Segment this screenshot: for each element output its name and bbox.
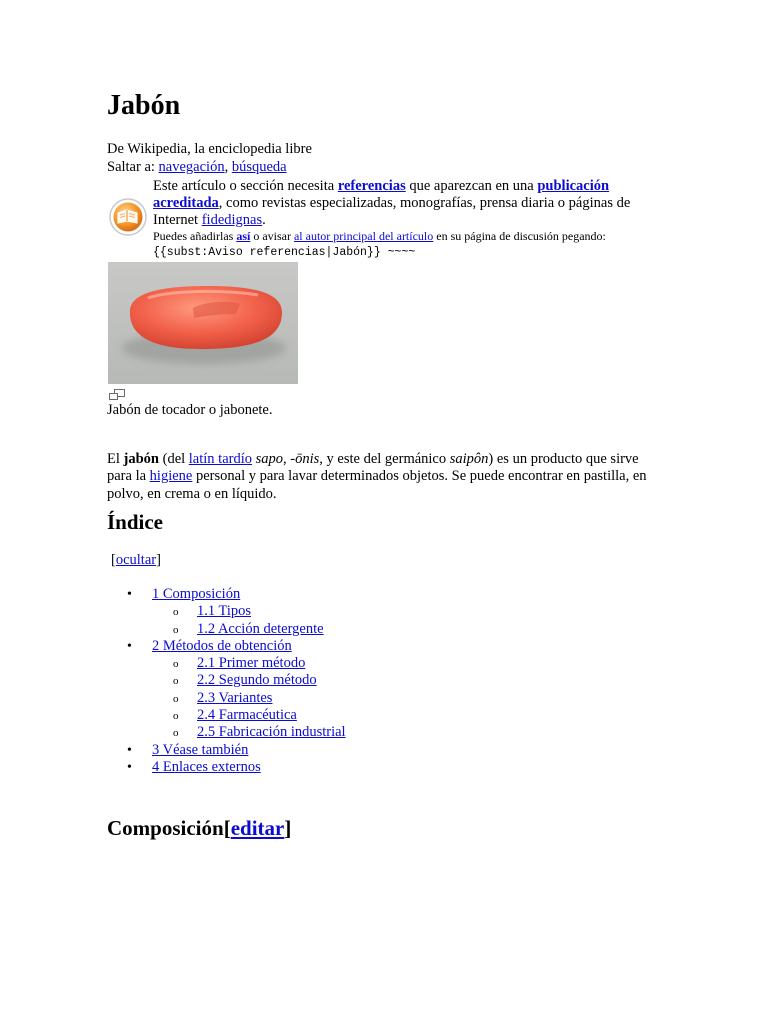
toc-link-tipos[interactable]: 1.1 Tipos	[197, 603, 252, 620]
edit-bracket-open: [	[223, 816, 231, 840]
notice-small-3: en su página de discusión pegando:	[433, 229, 606, 243]
toc-item	[107, 603, 346, 620]
toc-link-composicion[interactable]: 1 Composición	[152, 586, 241, 602]
toc-link-enlaces[interactable]: 4 Enlaces externos	[152, 758, 261, 775]
toc-link-segundo-metodo[interactable]: 2.2 Segundo método	[197, 672, 317, 689]
publication-link[interactable]: publicación acreditada	[153, 178, 610, 211]
intro-italic-onis: ōnis	[295, 450, 320, 467]
bullet-icon: •	[127, 638, 132, 654]
toc-hide-link[interactable]: ocultar	[115, 552, 157, 568]
circle-bullet-icon: o	[173, 675, 179, 688]
notice-instructions	[153, 229, 673, 244]
toc-link-primer-metodo[interactable]: 2.1 Primer método	[197, 655, 306, 672]
article-header	[107, 140, 312, 176]
toc-item	[107, 759, 346, 776]
intro-text-6: ) es un producto que sirve para la	[107, 450, 639, 484]
book-icon	[109, 198, 147, 236]
notice-text-4: .	[262, 212, 266, 228]
intro-text-5: , y este del germánico	[319, 450, 450, 467]
notice-text-1: Este artículo o sección necesita	[153, 178, 338, 194]
late-latin-link[interactable]: latín tardío	[188, 450, 252, 467]
toc-item	[107, 690, 346, 707]
image-caption: Jabón de tocador o jabonete.	[107, 402, 273, 418]
bullet-icon: •	[127, 742, 132, 758]
intro-text-2: (del	[158, 450, 189, 467]
intro-text-4: , -	[283, 450, 296, 467]
notice-small-1: Puedes añadirlas	[153, 229, 237, 243]
toc-toggle-open: [	[111, 552, 116, 568]
notice-text-3: , como revistas especializadas, monografías, prensa diaria o páginas de Internet	[153, 195, 631, 228]
toc-link-vease[interactable]: 3 Véase también	[152, 741, 249, 758]
circle-bullet-icon: o	[173, 606, 179, 619]
trustworthy-link[interactable]: fidedignas	[201, 212, 263, 228]
circle-bullet-icon: o	[173, 623, 179, 636]
main-author-link[interactable]: al autor principal del artículo	[293, 229, 434, 243]
circle-bullet-icon: o	[173, 727, 179, 740]
toc-link-accion-detergente[interactable]: 1.2 Acción detergente	[197, 620, 324, 637]
toc-title: Índice	[107, 510, 164, 534]
toc-item	[107, 742, 346, 759]
notice-small-2: o avisar	[250, 229, 294, 243]
circle-bullet-icon: o	[173, 692, 179, 705]
intro-text-7: personal y para lavar determinados objetos. Se puede encontrar en pastilla, en polvo, en crema o en líquido.	[107, 468, 647, 502]
toc-item	[107, 655, 346, 672]
jump-separator: ,	[224, 159, 232, 175]
section-heading-composicion	[107, 814, 291, 842]
intro-italic-sapo: sapo	[255, 450, 284, 467]
hygiene-link[interactable]: higiene	[149, 468, 193, 484]
toc-link-fabricacion[interactable]: 2.5 Fabricación industrial	[197, 724, 346, 741]
page-title: Jabón	[107, 90, 181, 121]
edit-section-link[interactable]: editar	[230, 816, 285, 840]
edit-bracket-close: ]	[284, 816, 292, 840]
intro-bold: jabón	[123, 450, 159, 467]
references-link[interactable]: referencias	[337, 178, 406, 194]
toc-item	[107, 707, 346, 724]
notice-code: {{subst:Aviso referencias|Jabón}} ~~~~	[153, 246, 416, 259]
section-title: Composición	[107, 816, 224, 840]
circle-bullet-icon: o	[173, 658, 179, 671]
bullet-icon: •	[127, 759, 132, 775]
soap-photo[interactable]	[108, 262, 298, 384]
toc-link-variantes[interactable]: 2.3 Variantes	[197, 689, 273, 706]
jump-links	[107, 158, 312, 176]
intro-text-1: El	[107, 450, 124, 467]
jump-navigation-link[interactable]: navegación	[158, 159, 225, 175]
bullet-icon: •	[127, 587, 132, 602]
jump-search-link[interactable]: búsqueda	[231, 159, 287, 175]
intro-paragraph	[107, 451, 667, 504]
toc-toggle	[111, 551, 161, 569]
toc-item	[107, 724, 346, 741]
magnify-icon[interactable]	[109, 389, 125, 401]
site-subtitle: De Wikipedia, la enciclopedia libre	[107, 141, 312, 157]
circle-bullet-icon: o	[173, 710, 179, 723]
toc-item	[107, 672, 346, 689]
jump-prefix: Saltar a:	[107, 159, 159, 175]
toc-link-farmaceutica[interactable]: 2.4 Farmacéutica	[197, 707, 297, 724]
toc-link-metodos[interactable]: 2 Métodos de obtención	[152, 637, 292, 654]
toc-list	[107, 586, 346, 776]
notice-text	[153, 178, 673, 261]
toc-item	[107, 638, 346, 655]
intro-italic-saipon: saipôn	[449, 450, 489, 467]
add-them-link[interactable]: así	[236, 229, 251, 243]
toc-item	[107, 621, 346, 638]
toc-toggle-close: ]	[156, 552, 161, 568]
notice-text-2: que aparezcan en una	[405, 178, 538, 194]
toc-item	[107, 586, 346, 603]
